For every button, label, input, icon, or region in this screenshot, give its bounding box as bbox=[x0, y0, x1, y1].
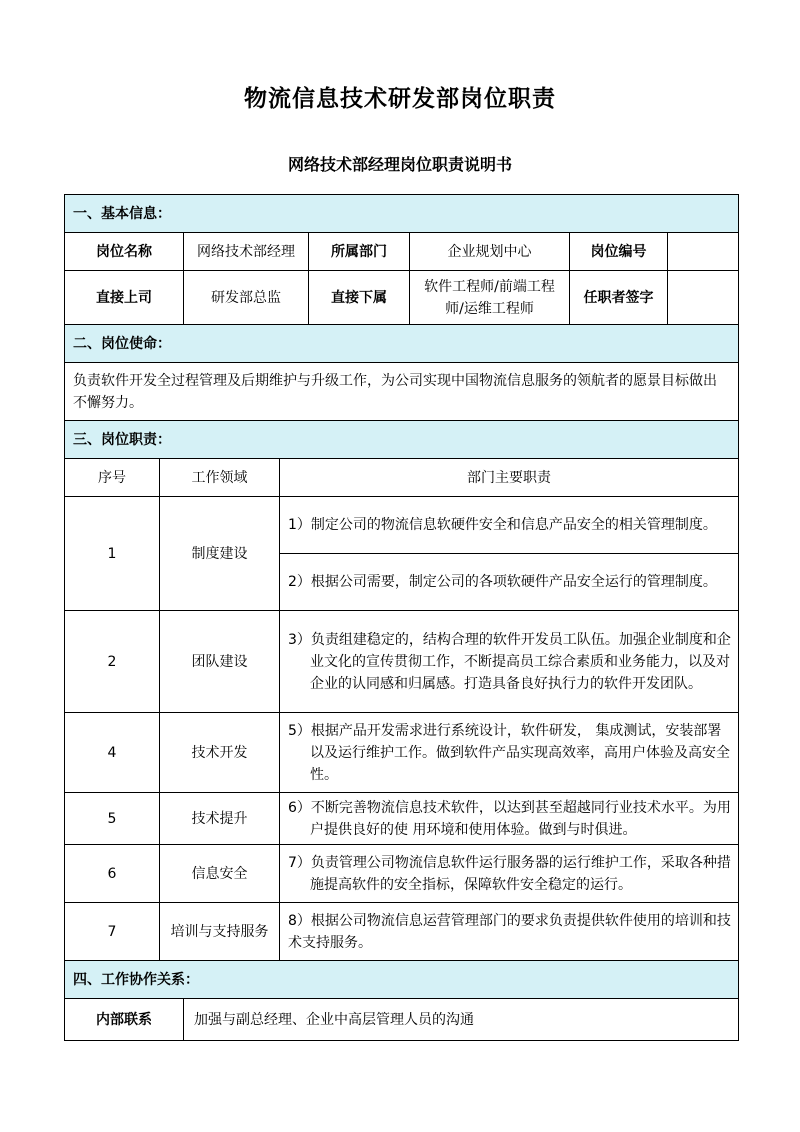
value-position-no bbox=[668, 233, 739, 271]
value-internal-contact: 加强与副总经理、企业中高层管理人员的沟通 bbox=[184, 999, 739, 1041]
row-no: 6 bbox=[65, 845, 160, 903]
table-row bbox=[65, 713, 739, 793]
value-signature bbox=[668, 271, 739, 325]
row-area: 制度建设 bbox=[160, 497, 280, 611]
header-duty: 部门主要职责 bbox=[280, 459, 739, 497]
section-mission-header: 二、岗位使命： bbox=[65, 325, 739, 363]
duty-item: 7）负责管理公司物流信息软件运行服务器的运行维护工作，采取各种措施提高软件的安全指标，保障软件安全稳定的运行。 bbox=[280, 845, 739, 903]
label-internal-contact: 内部联系 bbox=[65, 999, 184, 1041]
header-area: 工作领域 bbox=[160, 459, 280, 497]
row-no: 1 bbox=[65, 497, 160, 611]
label-department: 所属部门 bbox=[309, 233, 410, 271]
row-area: 技术开发 bbox=[160, 713, 280, 793]
duty-item: 1）制定公司的物流信息软硬件安全和信息产品安全的相关管理制度。 bbox=[280, 497, 739, 554]
row-no: 2 bbox=[65, 611, 160, 713]
row-no: 5 bbox=[65, 793, 160, 845]
basic-info-row-1 bbox=[65, 233, 739, 271]
basic-info-row-2 bbox=[65, 271, 739, 325]
job-description-table bbox=[64, 194, 739, 1041]
duty-item: 3）负责组建稳定的，结构合理的软件开发员工队伍。加强企业制度和企业文化的宣传贯彻工作，不断提高员工综合素质和业务能力，以及对企业的认同感和归属感。打造具备良好执行力的软件开发团队。 bbox=[280, 611, 739, 713]
row-no: 4 bbox=[65, 713, 160, 793]
section-collaboration-header: 四、工作协作关系： bbox=[65, 961, 739, 999]
duty-item: 5）根据产品开发需求进行系统设计，软件研发， 集成测试，安装部署以及运行维护工作。做到软件产品实现高效率，高用户体验及高安全性。 bbox=[280, 713, 739, 793]
row-no: 7 bbox=[65, 903, 160, 961]
value-superior: 研发部总监 bbox=[184, 271, 309, 325]
row-area: 信息安全 bbox=[160, 845, 280, 903]
label-position-name: 岗位名称 bbox=[65, 233, 184, 271]
table-row bbox=[65, 497, 739, 554]
document-subtitle: 网络技术部经理岗位职责说明书 bbox=[287, 155, 512, 174]
row-area: 团队建设 bbox=[160, 611, 280, 713]
table-row bbox=[65, 903, 739, 961]
duty-item: 6）不断完善物流信息技术软件，以达到甚至超越同行业技术水平。为用户提供良好的使 用环境和使用体验。做到与时俱进。 bbox=[280, 793, 739, 845]
row-area: 培训与支持服务 bbox=[160, 903, 280, 961]
label-superior: 直接上司 bbox=[65, 271, 184, 325]
duty-item: 8）根据公司物流信息运营管理部门的要求负责提供软件使用的培训和技术支持服务。 bbox=[280, 903, 739, 961]
label-subordinate: 直接下属 bbox=[309, 271, 410, 325]
value-department: 企业规划中心 bbox=[410, 233, 570, 271]
table-row bbox=[65, 611, 739, 713]
label-position-no: 岗位编号 bbox=[570, 233, 668, 271]
section-basic-info-header: 一、基本信息： bbox=[65, 195, 739, 233]
table-row bbox=[65, 845, 739, 903]
duty-item: 2）根据公司需要，制定公司的各项软硬件产品安全运行的管理制度。 bbox=[280, 554, 739, 611]
row-area: 技术提升 bbox=[160, 793, 280, 845]
mission-text: 负责软件开发全过程管理及后期维护与升级工作，为公司实现中国物流信息服务的领航者的愿景目标做出不懈努力。 bbox=[65, 363, 739, 421]
duties-header-row bbox=[65, 459, 739, 497]
internal-contact-row bbox=[65, 999, 739, 1041]
header-no: 序号 bbox=[65, 459, 160, 497]
value-position-name: 网络技术部经理 bbox=[184, 233, 309, 271]
label-signature: 任职者签字 bbox=[570, 271, 668, 325]
table-row bbox=[65, 793, 739, 845]
document-title: 物流信息技术研发部岗位职责 bbox=[244, 86, 556, 112]
value-subordinate: 软件工程师/前端工程师/运维工程师 bbox=[410, 271, 570, 325]
section-duties-header: 三、岗位职责： bbox=[65, 421, 739, 459]
